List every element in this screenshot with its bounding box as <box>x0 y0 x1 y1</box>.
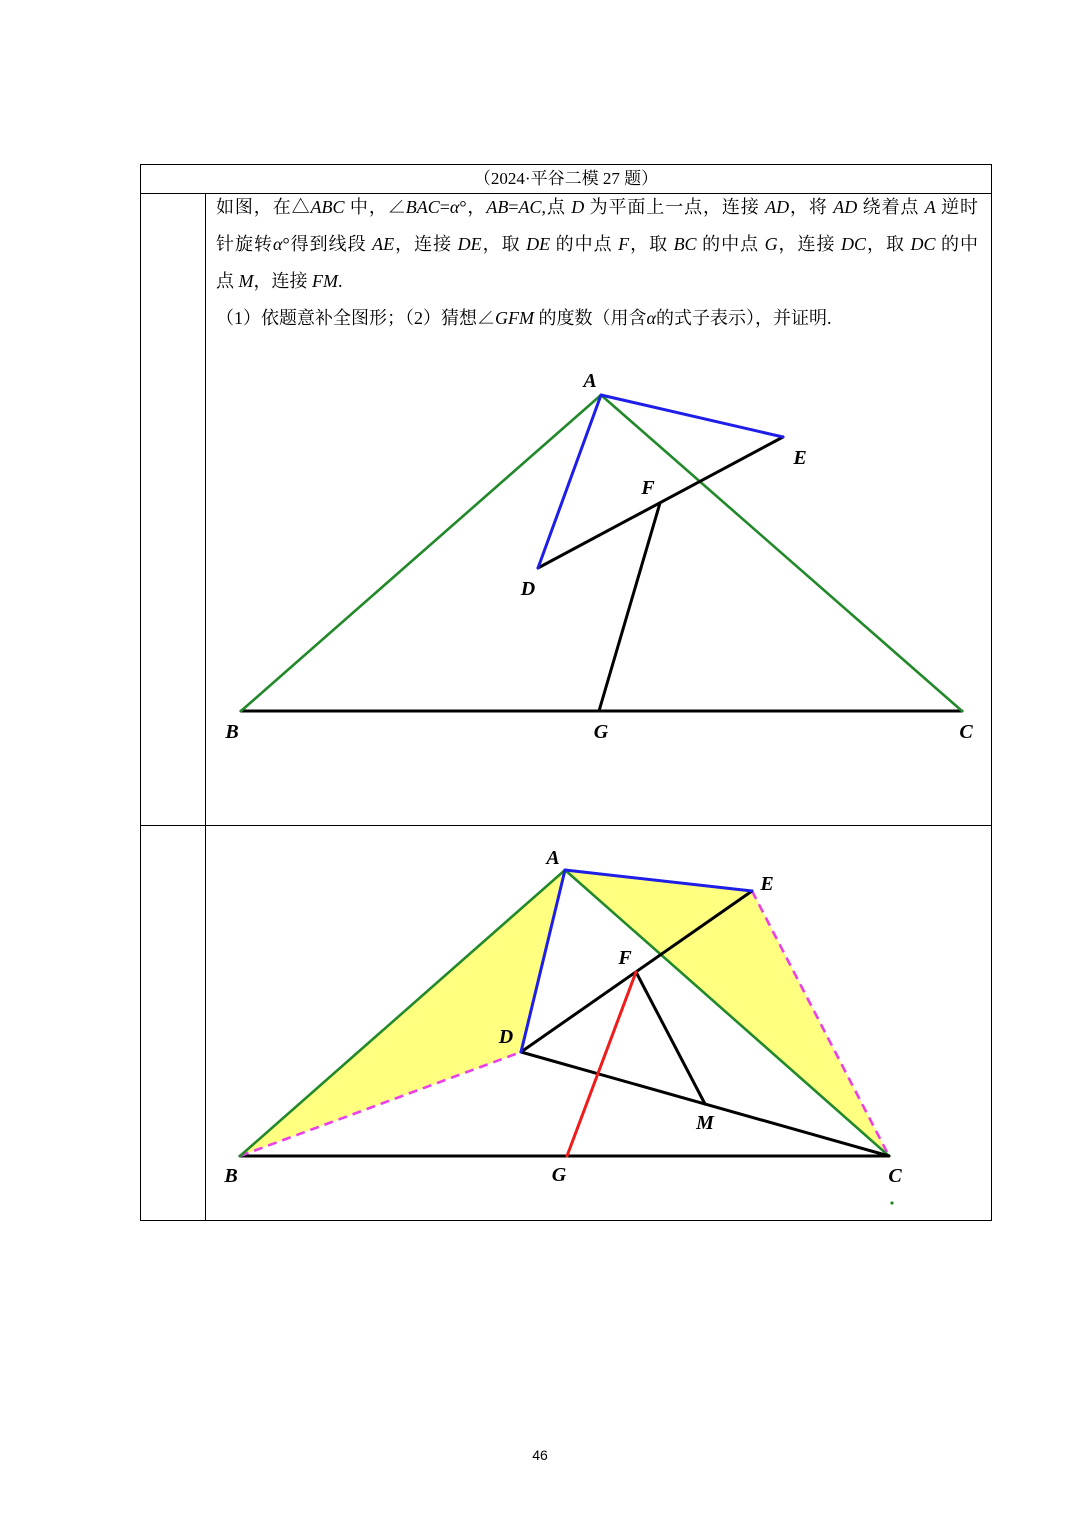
page-number: 46 <box>532 1447 548 1463</box>
problem-source-title: （2024·平谷二模 27 题） <box>473 169 659 188</box>
segment-fg <box>599 503 660 711</box>
point-label-g: G <box>593 721 609 743</box>
point-label-a: A <box>546 847 560 869</box>
point-label-c: C <box>959 721 973 743</box>
point-label-e: E <box>793 447 807 469</box>
point-label-a: A <box>583 370 597 392</box>
math-variable: A <box>924 197 936 217</box>
segment-fm <box>636 972 705 1104</box>
math-variable: D <box>571 197 585 217</box>
math-variable: AB <box>486 197 509 217</box>
segment-ae <box>601 395 783 437</box>
math-variable: AD <box>765 197 790 217</box>
math-variable: DC <box>910 234 936 254</box>
math-variable: α <box>449 197 460 217</box>
math-variable: GFM <box>495 308 534 328</box>
point-label-e: E <box>760 873 774 895</box>
problem-line-3: 点 M，连接 FM. <box>216 271 343 291</box>
problem-line-2: 针旋转α°得到线段 AE，连接 DE，取 DE 的中点 F，取 BC 的中点 G，连接 DC，取 DC 的中 <box>216 234 978 254</box>
point-label-g: G <box>551 1164 567 1186</box>
math-variable: FM <box>312 271 338 291</box>
math-variable: DC <box>841 234 867 254</box>
math-variable: M <box>238 271 254 291</box>
point-label-b: B <box>225 721 239 743</box>
segment-fg <box>567 972 636 1156</box>
segment-ab <box>241 395 601 711</box>
point-label-f: F <box>641 477 655 499</box>
geometry-figure-given <box>206 340 991 824</box>
math-variable: α <box>273 234 283 254</box>
math-variable: DE <box>526 234 551 254</box>
math-variable: AD <box>833 197 858 217</box>
problem-table <box>140 164 992 1221</box>
point-label-f: F <box>618 947 632 969</box>
segment-ac <box>601 395 962 711</box>
math-variable: BC <box>673 234 697 254</box>
problem-line-1: 如图，在△ABC 中，∠BAC=α°，AB=AC,点 D 为平面上一点，连接 AD，将 AD 绕着点 A 逆时 <box>216 197 978 217</box>
point-label-m: M <box>696 1112 714 1134</box>
point-label-d: D <box>520 578 536 600</box>
math-variable: BAC <box>405 197 440 217</box>
problem-questions: （1）依题意补全图形；（2）猜想∠GFM 的度数（用含α的式子表示），并证明. <box>216 308 832 328</box>
math-variable: α <box>646 308 656 328</box>
math-variable: DE <box>457 234 482 254</box>
math-variable: AC <box>518 197 542 217</box>
problem-statement <box>216 189 978 337</box>
geometry-figure-solution <box>206 826 991 1220</box>
math-variable: AE <box>372 234 395 254</box>
math-variable: G <box>764 234 778 254</box>
point-label-c: C <box>888 1165 902 1187</box>
point-label-d: D <box>498 1026 514 1048</box>
math-variable: F <box>618 234 630 254</box>
math-variable: ABC <box>310 197 345 217</box>
point-label-b: B <box>224 1165 238 1187</box>
stray-dot <box>890 1201 893 1204</box>
